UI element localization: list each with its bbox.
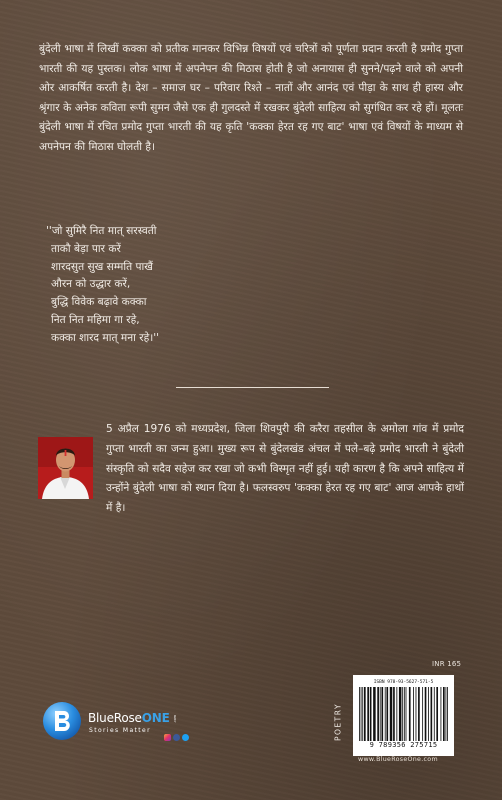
book-blurb: बुंदेली भाषा में लिखीं कक्का को प्रतीक मानकर विभिन्न विषयों एवं चरित्रों को पूर्णता प्रदान करती है प्रमोद गुप्ता भारती की यह पुस्तक। लोक भाषा में अपनेपन की मिठास होती है जो अनायास ही सुनने/पढ़ने वाले को अपनी ओर आकर्षित करती है। देश – समाज घर – परिवार रिश्ते – नातों और आनंद एवं पीड़ा के साथ ही हास्य और श्रृंगार के अनेक कविता रूपी सुमन जैसे एक ही गुलदस्ते में रखकर बुंदेली साहित्य को सुगंधित कर रहे हों। मूलतः बुंदेली भाषा में रचित प्रमोद गुप्ता भारती की यह कृति 'कक्का हेरत रह गए बाट' भाषा एवं विषयों के माध्यम से अपनेपन की मिठास घोलती है।	[39, 43, 463, 153]
poem-line: कक्का शारद मात् मना रहे।''	[51, 331, 160, 344]
barcode-bar	[381, 687, 383, 741]
barcode-bar	[441, 687, 442, 741]
barcode-graphic	[359, 687, 448, 741]
barcode-bar	[428, 687, 429, 741]
barcode-digits: 9 789356 275715	[369, 741, 438, 749]
author-bio: 5 अप्रैल 1976 को मध्यप्रदेश, जिला शिवपुरी की करैरा तहसील के अमोला गांव में प्रमोद गुप्ता भारती का जन्म हुआ। मुख्य रूप से बुंदेलखंड अंचल में पले–बढ़े प्रमोद भारती ने बुंदेली संस्कृति को सदैव सहेज कर रखा जो कभी विस्मृत नहीं हुई। यही कारण है कि अपने साहित्य में उन्होंने बुंदेली भाषा को स्थान दिया है। फलस्वरुप 'कक्का हेरत रह गए बाट' आज आपके हाथों में है।	[106, 423, 464, 515]
barcode-bar	[418, 687, 420, 741]
poem-line: शारदसुत सुख सम्मति पाखैं	[51, 260, 153, 273]
barcode-bar	[399, 687, 402, 741]
isbn-barcode	[353, 675, 454, 756]
section-divider	[176, 387, 329, 388]
barcode-bar	[393, 687, 395, 741]
barcode-bar	[362, 687, 363, 741]
barcode-bar	[446, 687, 447, 741]
social-icons	[164, 733, 194, 741]
publisher-website: www.BlueRoseOne.com	[358, 756, 438, 763]
publisher-tagline: Stories Matter	[89, 727, 152, 734]
bluerose-logo-icon	[42, 701, 82, 741]
barcode-bar	[402, 687, 403, 741]
instagram-icon	[164, 734, 171, 741]
barcode-bar	[390, 687, 393, 741]
poem-line: बुद्धि विवेक बढ़ावे कक्का	[51, 296, 147, 309]
barcode-bar	[370, 687, 372, 741]
barcode-bar	[367, 687, 369, 741]
poem-line: ताकौ बेड़ा पार करें	[51, 242, 121, 255]
poem-line: नित नित महिमा गा रहे,	[51, 313, 140, 326]
barcode-bar	[431, 687, 433, 741]
barcode-bar	[385, 687, 386, 741]
barcode-bar	[377, 687, 379, 741]
genre-label	[331, 692, 345, 752]
twitter-icon	[182, 734, 189, 741]
isbn-label: ISBN 978-93-5627-571-5	[373, 680, 434, 685]
barcode-bar	[413, 687, 414, 741]
publisher-name-tld: .com	[172, 714, 177, 723]
barcode-bar	[380, 687, 381, 741]
barcode-bar	[364, 687, 366, 741]
poem-line: औरन को उद्धार करें,	[51, 278, 131, 291]
barcode-bar	[422, 687, 423, 741]
barcode-bar	[361, 687, 362, 741]
publisher-name-accent: ONE	[141, 711, 170, 725]
barcode-bar	[404, 687, 405, 741]
poem-line: ''जो सुमिरै नित मात् सरस्वती	[46, 225, 157, 237]
genre-text: POETRY	[333, 702, 343, 742]
barcode-bar	[373, 687, 376, 741]
barcode-bar	[396, 687, 397, 741]
facebook-icon	[173, 734, 180, 741]
barcode-bar	[409, 687, 411, 741]
publisher-name	[88, 711, 178, 725]
barcode-bar	[359, 687, 360, 741]
price-label: INR 165	[432, 660, 462, 668]
barcode-bar	[436, 687, 438, 741]
barcode-bar	[434, 687, 435, 741]
barcode-bar	[416, 687, 417, 741]
barcode-bar	[406, 687, 407, 741]
publisher-name-main: BlueRose	[88, 711, 142, 725]
poem-excerpt	[46, 223, 346, 348]
barcode-bar	[447, 687, 448, 741]
author-photo	[38, 437, 93, 499]
barcode-bar	[386, 687, 388, 741]
barcode-bar	[425, 687, 427, 741]
barcode-bar	[443, 687, 445, 741]
